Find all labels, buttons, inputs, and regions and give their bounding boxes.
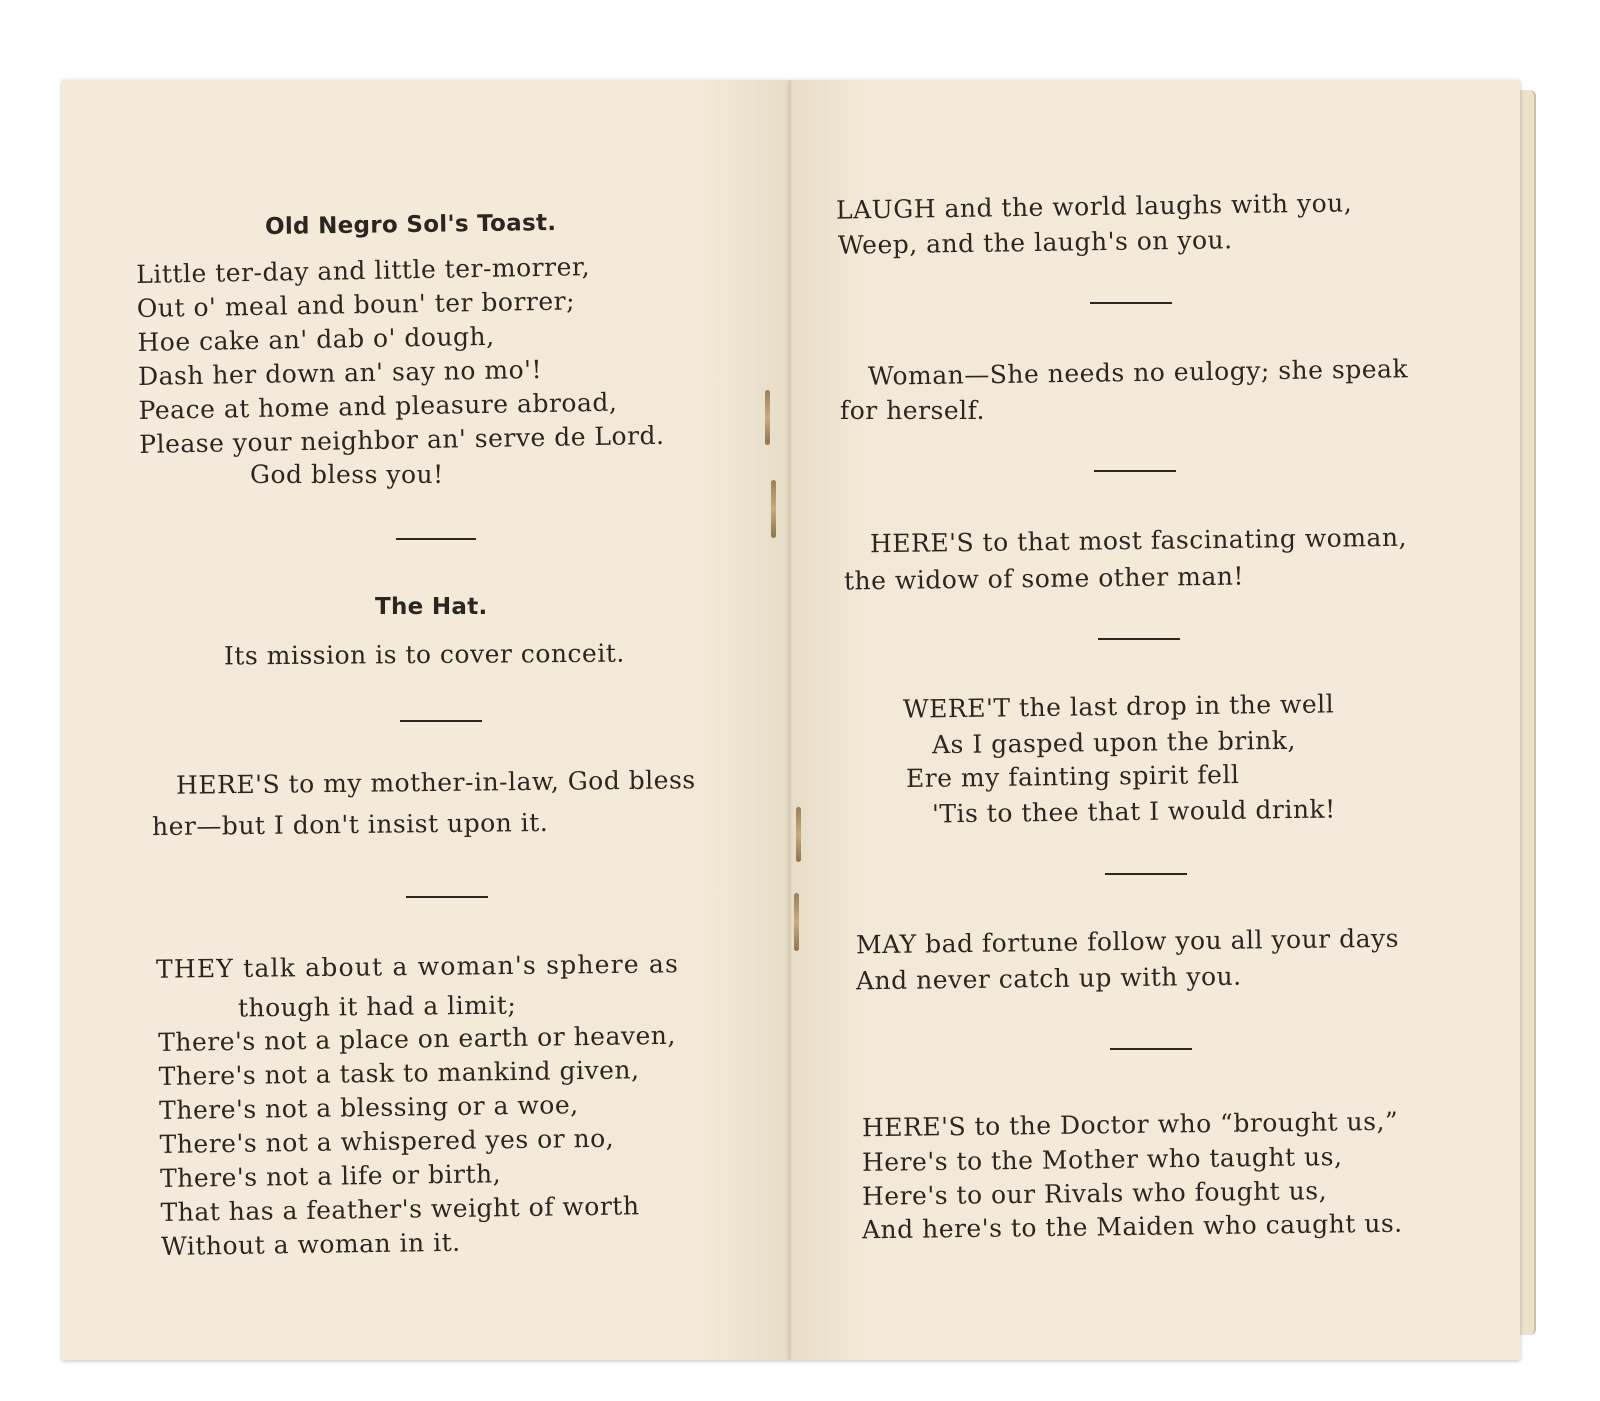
well-line-2: As I gasped upon the brink, (931, 725, 1297, 760)
hat-text: Its mission is to cover conceit. (223, 638, 625, 671)
verse-line: Out o' meal and boun' ter borrer; (136, 286, 576, 323)
section-divider (1105, 873, 1187, 875)
well-line-1: WERE'T the last drop in the well (902, 689, 1335, 724)
well-line-3: Ere my fainting spirit fell (905, 759, 1240, 794)
mother-in-law-line-2: her—but I don't insist upon it. (151, 807, 549, 842)
staple-2 (771, 480, 776, 538)
doctor-line-3: Here's to our Rivals who fought us, (861, 1176, 1328, 1211)
doctor-line-4: And here's to the Maiden who caught us. (861, 1208, 1403, 1245)
woman-sphere-line-1: THEY talk about a woman's sphere as (155, 949, 680, 984)
staple-1 (765, 390, 770, 445)
verse-line: Hoe cake an' dab o' dough, (137, 321, 495, 357)
woman-eulogy-line-1: Woman—She needs no eulogy; she speak (867, 354, 1409, 391)
woman-sphere-verse (158, 1019, 679, 1264)
verse-line: Without a woman in it. (160, 1227, 461, 1261)
staple-3 (796, 807, 801, 862)
woman-sphere-line-2: though it had a limit; (237, 990, 517, 1023)
verse-line: There's not a place on earth or heaven, (158, 1020, 677, 1057)
fortune-line-1: MAY bad fortune follow you all your days (855, 923, 1400, 960)
sol-toast-title: Old Negro Sol's Toast. (264, 209, 557, 241)
laugh-line-2: Weep, and the laugh's on you. (837, 225, 1233, 260)
section-divider (1098, 638, 1180, 640)
hat-title: The Hat. (375, 594, 488, 620)
fortune-line-2: And never catch up with you. (855, 961, 1242, 996)
section-divider (400, 720, 482, 722)
section-divider (1110, 1048, 1192, 1050)
spine-fold (789, 80, 791, 1360)
verse-line: Peace at home and pleasure abroad, (138, 387, 618, 425)
widow-line-2: the widow of some other man! (843, 561, 1245, 596)
verse-line: That has a feather's weight of worth (160, 1191, 640, 1227)
laugh-line-1: LAUGH and the world laughs with you, (835, 188, 1353, 225)
mother-in-law-line-1: HERE'S to my mother-in-law, God bless (175, 765, 696, 800)
verse-line: Little ter-day and little ter-morrer, (136, 252, 591, 289)
sol-toast-verse (136, 249, 665, 462)
woman-eulogy-line-2: for herself. (840, 396, 985, 425)
doctor-line-1: HERE'S to the Doctor who “brought us,” (861, 1106, 1399, 1143)
section-divider (1090, 302, 1172, 304)
section-divider (406, 896, 488, 898)
well-line-4: 'Tis to thee that I would drink! (931, 794, 1336, 829)
verse-line: There's not a life or birth, (159, 1159, 502, 1193)
section-divider (396, 538, 476, 540)
verse-line: Dash her down an' say no mo'! (137, 354, 543, 391)
staple-4 (794, 893, 799, 951)
doctor-line-2: Here's to the Mother who taught us, (861, 1142, 1343, 1177)
verse-line: Please your neighbor an' serve de Lord. (139, 420, 665, 459)
verse-line: There's not a task to mankind given, (158, 1055, 640, 1091)
verse-line: There's not a blessing or a woe, (158, 1090, 579, 1125)
verse-line: There's not a whispered yes or no, (159, 1123, 615, 1159)
sol-toast-closing: God bless you! (250, 460, 444, 489)
widow-line-1: HERE'S to that most fascinating woman, (869, 522, 1408, 559)
section-divider (1094, 470, 1176, 472)
